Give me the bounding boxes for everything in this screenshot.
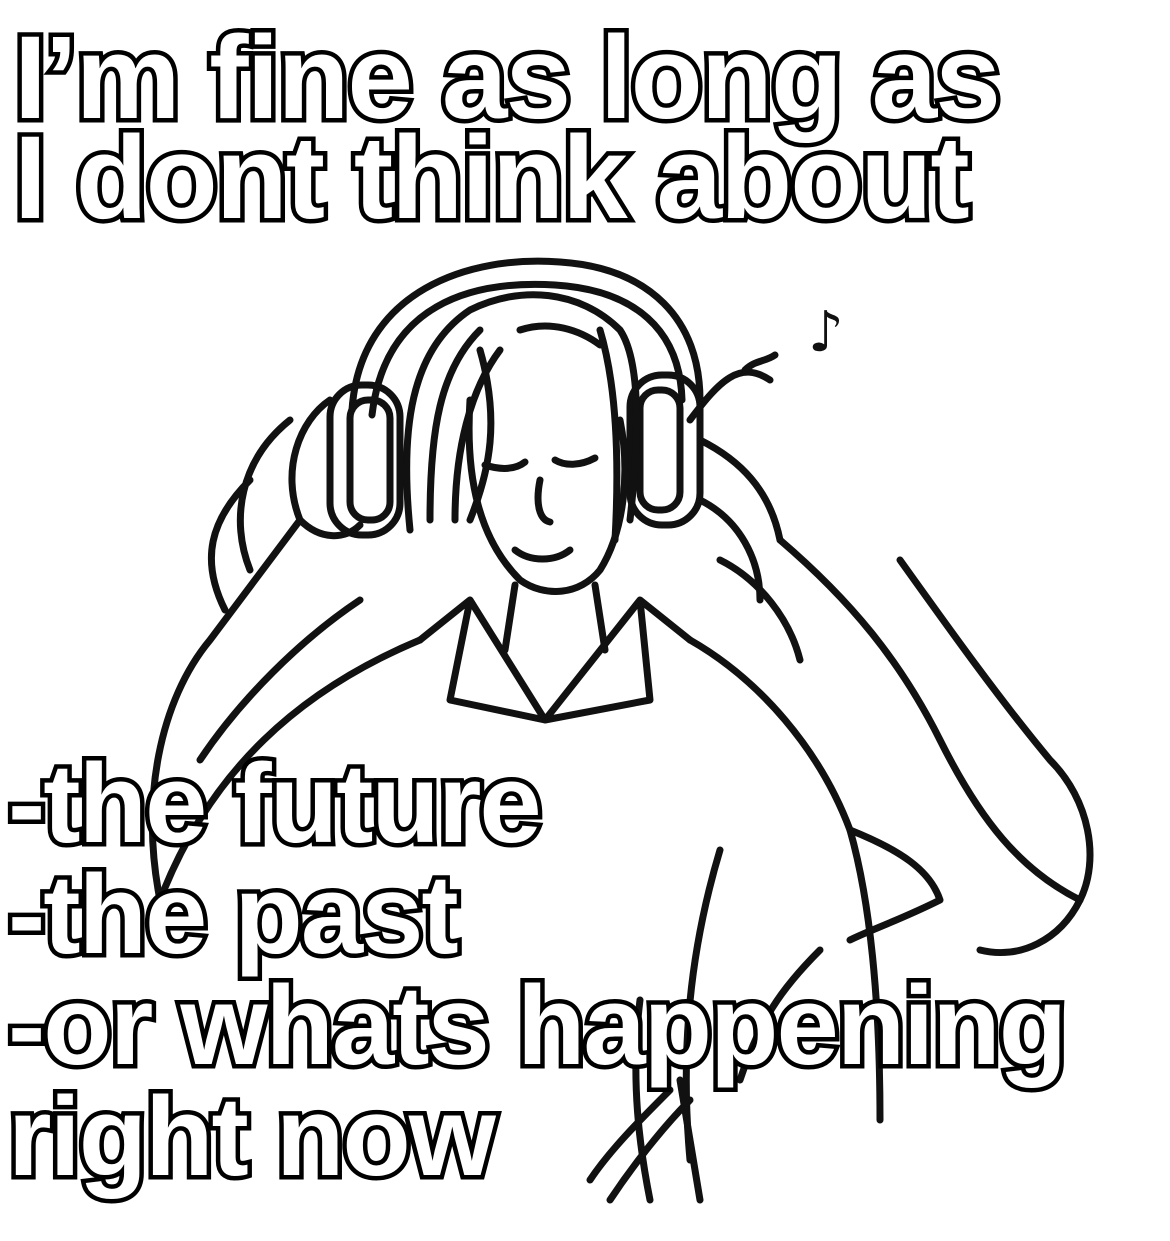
closed-eye-left (485, 462, 525, 468)
music-note-icon: ♪ (808, 300, 844, 365)
collar (420, 600, 690, 720)
top-caption-line-1: I’m fine as long as (14, 12, 999, 144)
top-caption-line-2: I dont think about (14, 112, 968, 244)
hair-strands-right (520, 326, 617, 540)
headphone-left-cup-inner (350, 400, 390, 520)
nose (538, 480, 550, 522)
smile (515, 550, 570, 559)
bottom-caption-item-present: -or whats happening (8, 963, 1066, 1088)
top-caption (14, 12, 999, 244)
music-squiggle (745, 355, 775, 370)
bottom-caption-item-future: -the future (8, 741, 540, 866)
bottom-caption (8, 741, 1066, 1199)
bottom-caption-item-past: -the past (8, 852, 457, 977)
right-hand (690, 372, 800, 660)
closed-eye-right (555, 458, 595, 464)
bottom-caption-item-present-cont: right now (8, 1074, 494, 1199)
headphone-right-cup-inner (640, 390, 680, 510)
left-hand (211, 400, 360, 610)
